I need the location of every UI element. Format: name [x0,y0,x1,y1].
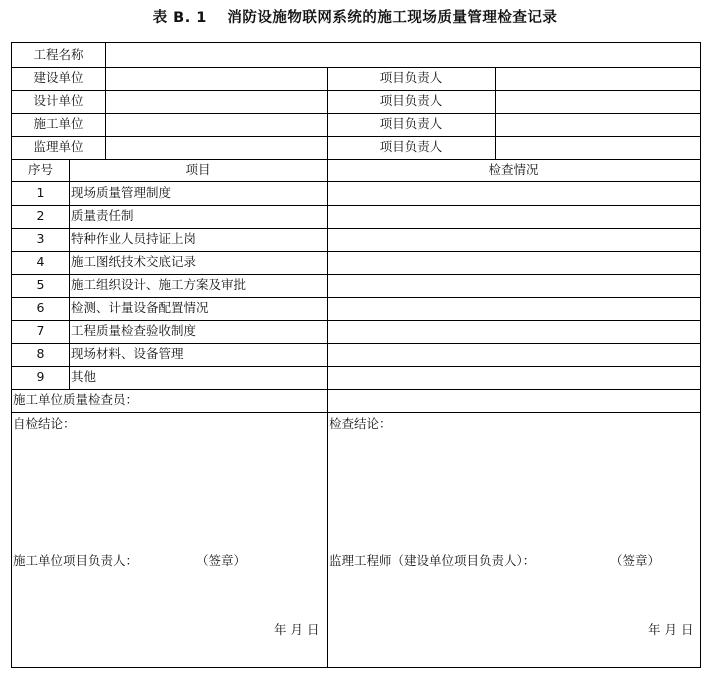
row-item: 施工组织设计、施工方案及审批 [71,277,247,292]
seal-label: （签章） [610,553,661,568]
seal-label: （签章） [196,553,247,568]
row-number: 3 [36,231,45,246]
project-leader-label: 项目负责人 [379,93,443,108]
row-number: 1 [36,185,45,200]
row-number: 6 [36,300,45,315]
column-header-result: 检查情况 [488,162,539,177]
row-item: 特种作业人员持证上岗 [71,231,197,246]
builder-unit-label: 施工单位 [33,116,84,131]
row-number: 9 [36,369,45,384]
design-unit-label: 设计单位 [33,93,84,108]
self-check-conclusion-label: 自检结论： [13,416,76,431]
date-label: 年 月 日 [274,622,320,637]
column-header-item: 项目 [185,162,211,177]
column-header-no: 序号 [27,162,53,177]
row-number: 4 [36,254,45,269]
date-label: 年 月 日 [648,622,694,637]
row-item: 现场材料、设备管理 [71,346,184,361]
check-conclusion-label: 检查结论： [329,416,392,431]
row-item: 工程质量检查验收制度 [71,323,197,338]
construction-unit-label: 建设单位 [33,70,84,85]
row-number: 8 [36,346,45,361]
row-number: 5 [36,277,45,292]
row-item: 质量责任制 [71,208,134,223]
row-item: 施工图纸技术交底记录 [71,254,197,269]
row-number: 7 [36,323,45,338]
inspection-record-table [11,42,701,668]
row-number: 2 [36,208,45,223]
builder-project-leader-label: 施工单位项目负责人： [13,553,139,568]
row-item: 现场质量管理制度 [71,185,172,200]
project-leader-label: 项目负责人 [379,139,443,154]
page-title: 表 B. 1 消防设施物联网系统的施工现场质量管理检查记录 [152,10,558,26]
row-item: 检测、计量设备配置情况 [71,300,209,315]
project-leader-label: 项目负责人 [379,70,443,85]
supervision-unit-label: 监理单位 [33,139,84,154]
supervisor-label: 监理工程师（建设单位项目负责人）： [329,553,536,568]
project-leader-label: 项目负责人 [379,116,443,131]
project-name-label: 工程名称 [33,47,84,62]
quality-inspector-label: 施工单位质量检查员： [13,392,139,407]
row-item: 其他 [71,369,97,384]
